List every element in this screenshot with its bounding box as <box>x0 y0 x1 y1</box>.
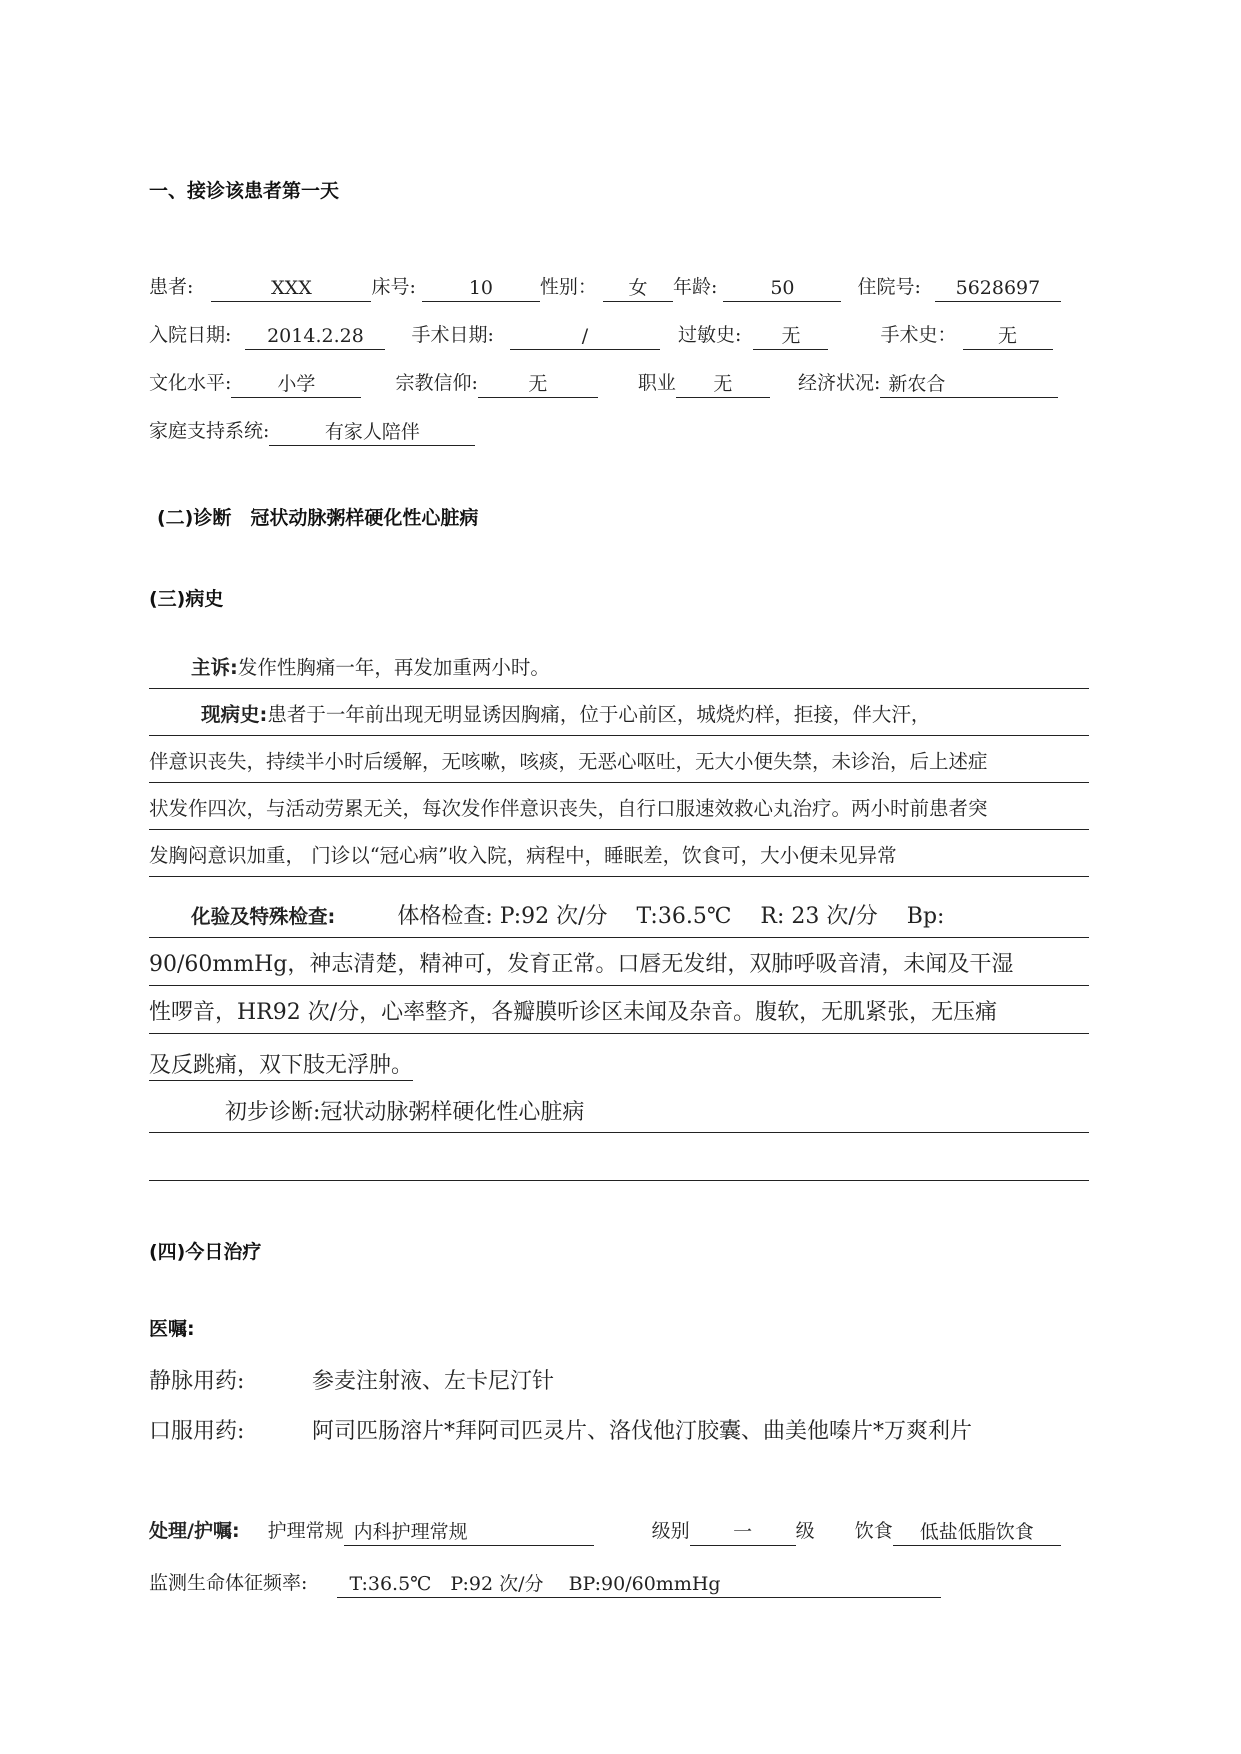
name-label: 患者: <box>149 276 194 298</box>
care-label: 处理/护嘱: <box>149 1520 240 1542</box>
surgery-date-label: 手术日期: <box>411 324 494 346</box>
age-value: 50 <box>723 275 841 302</box>
section-2-title: (二)诊断 冠状动脉粥样硬化性心脏病 <box>157 507 479 529</box>
patient-info-row-2 <box>149 320 1053 350</box>
bed-label: 床号: <box>371 276 416 298</box>
religion-value: 无 <box>478 371 598 398</box>
economy-value: 新农合 <box>880 371 1058 398</box>
level-value: 一 <box>690 1519 796 1546</box>
family-label: 家庭支持系统: <box>149 420 270 442</box>
admit-date-label: 入院日期: <box>149 324 232 346</box>
blank-line <box>149 1180 1089 1181</box>
section-3-title: (三)病史 <box>149 588 224 610</box>
diet-value: 低盐低脂饮食 <box>893 1519 1061 1546</box>
section-1-title: 一、接诊该患者第一天 <box>149 180 340 202</box>
exam-line-1 <box>149 890 1089 938</box>
admission-no-label: 住院号: <box>857 276 921 298</box>
routine-value: 内科护理常规 <box>344 1519 594 1546</box>
exam-line-4: 及反跳痛，双下肢无浮肿。 <box>149 1046 413 1081</box>
education-value: 小学 <box>231 371 361 398</box>
patient-info-row-3 <box>149 368 1058 398</box>
occupation-value: 无 <box>676 371 770 398</box>
exam-text-1: 体格检查: P:92 次/分 T:36.5℃ R: 23 次/分 Bp: <box>397 904 945 929</box>
hpi-text-1: 患者于一年前出现无明显诱因胸痛，位于心前区，城烧灼样，拒接，伴大汗， <box>267 703 931 726</box>
allergy-value: 无 <box>753 323 828 350</box>
admit-date-value: 2014.2.28 <box>245 323 385 350</box>
patient-info-row-1 <box>149 272 1061 302</box>
sex-value: 女 <box>603 275 673 302</box>
prelim-label: 初步诊断: <box>225 1100 321 1125</box>
education-label: 文化水平: <box>149 372 232 394</box>
monitor-label: 监测生命体征频率: <box>149 1572 308 1594</box>
bed-value: 10 <box>422 275 540 302</box>
oral-text: 阿司匹肠溶片*拜阿司匹灵片、洛伐他汀胶囊、曲美他嗪片*万爽利片 <box>312 1419 973 1444</box>
prelim-diagnosis-line <box>149 1090 1089 1133</box>
chief-complaint-text: 发作性胸痛一年，再发加重两小时。 <box>237 656 550 679</box>
routine-label: 护理常规 <box>267 1520 344 1542</box>
admission-no-value: 5628697 <box>935 275 1061 302</box>
hpi-line-3: 状发作四次，与活动劳累无关，每次发作伴意识丧失，自行口服速效救心丸治疗。两小时前患者突 <box>149 783 1089 830</box>
surgery-history-label: 手术史： <box>880 324 957 346</box>
hpi-line-2: 伴意识丧失，持续半小时后缓解，无咳嗽，咳痰，无恶心呕吐，无大小便失禁，未诊治，后上述症 <box>149 736 1089 783</box>
level-suffix: 级 <box>795 1520 815 1542</box>
patient-info-row-4 <box>149 416 475 446</box>
iv-label: 静脉用药: <box>149 1369 245 1394</box>
chief-complaint-line <box>149 642 1089 689</box>
sex-label: 性别： <box>539 276 597 298</box>
surgery-history-value: 无 <box>963 323 1053 350</box>
history-block <box>149 642 1089 877</box>
surgery-date-value: / <box>510 323 660 350</box>
diet-label: 饮食 <box>854 1520 893 1542</box>
name-value: XXX <box>211 275 371 302</box>
care-row <box>149 1516 1061 1546</box>
hpi-line-1 <box>149 689 1089 736</box>
iv-text: 参麦注射液、左卡尼汀针 <box>312 1369 555 1394</box>
prelim-text: 冠状动脉粥样硬化性心脏病 <box>320 1100 585 1125</box>
age-label: 年龄: <box>672 276 718 298</box>
exam-line-3: 性啰音，HR92 次/分，心率整齐，各瓣膜听诊区未闻及杂音。腹软，无肌紧张，无压痛 <box>149 986 1089 1034</box>
oral-label: 口服用药: <box>149 1419 245 1444</box>
monitor-value: T:36.5℃ P:92 次/分 BP:90/60mmHg <box>337 1571 941 1598</box>
monitor-row <box>149 1568 941 1598</box>
occupation-label: 职业 <box>637 372 676 394</box>
chief-complaint-label: 主诉: <box>191 656 238 679</box>
lab-label: 化验及特殊检查: <box>191 905 336 928</box>
section-4-title: (四)今日治疗 <box>149 1241 262 1263</box>
level-label: 级别 <box>651 1520 690 1542</box>
hpi-label: 现病史: <box>201 703 268 726</box>
orders-label: 医嘱: <box>149 1318 195 1340</box>
family-value: 有家人陪伴 <box>269 419 475 446</box>
religion-label: 宗教信仰: <box>395 372 478 394</box>
economy-label: 经济状况: <box>797 372 881 394</box>
exam-line-2: 90/60mmHg，神志清楚，精神可，发育正常。口唇无发绀，双肺呼吸音清，未闻及干湿 <box>149 938 1089 986</box>
allergy-label: 过敏史: <box>678 324 742 346</box>
hpi-line-4: 发胸闷意识加重， 门诊以“冠心病”收入院，病程中，睡眠差，饮食可，大小便未见异常 <box>149 830 1089 877</box>
exam-block <box>149 890 1089 1034</box>
